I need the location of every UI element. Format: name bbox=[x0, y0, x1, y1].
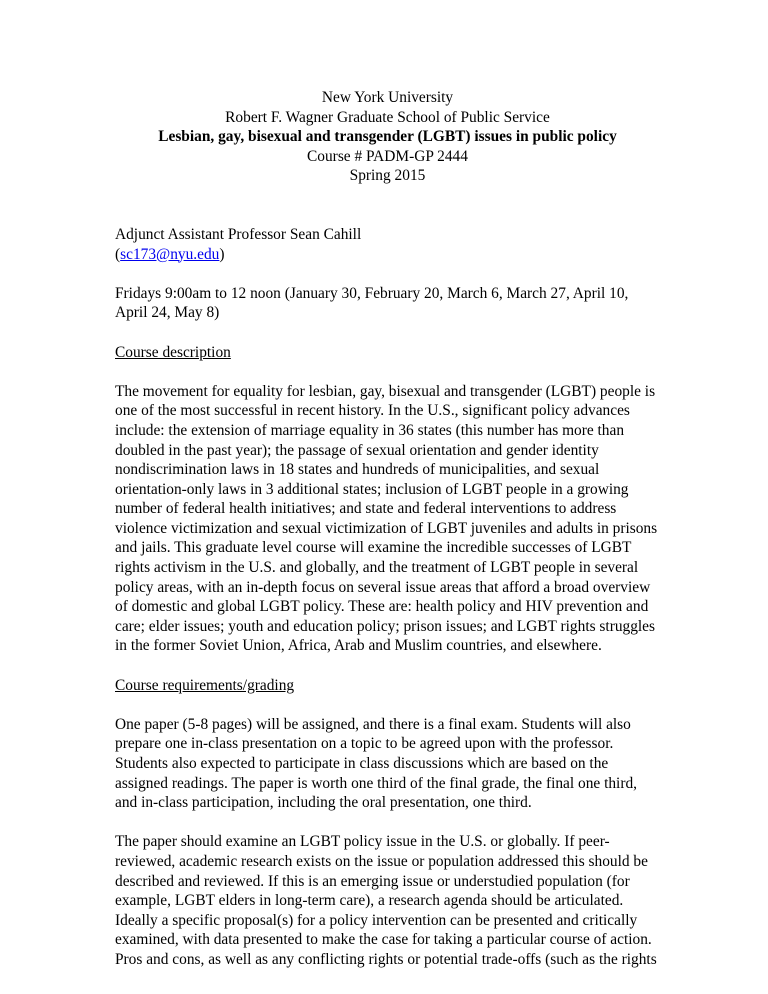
university-name: New York University bbox=[321, 89, 454, 106]
course-description-body: The movement for equality for lesbian, gay, bisexual and transgender (LGBT) people is one of the most successful in recent history. In the U.S., significant policy advances include: the extension of marriage equality in 36 states (this number has more than doubled in the past year); the passage of sexual orientation and gender identity nondiscrimination laws in 18 states and hundreds of municipalities, and sexual orientation-only laws in 3 additional states; inclusion of LGBT people in a growing number of federal health initiatives; and state and federal interventions to address violence victimization and sexual victimization of LGBT juveniles and adults in prisons and jails. This graduate level course will examine the incredible successes of LGBT rights activism in the U.S. and globally, and the treatment of LGBT people in several policy areas, with an in-depth focus on several issue areas that afford a broad overview of domestic and global LGBT policy. These are: health policy and HIV prevention and care; elder issues; youth and education policy; prison issues; and LGBT rights struggles in the former Soviet Union, Africa, Arab and Muslim countries, and elsewhere. bbox=[115, 382, 658, 655]
open-paren: ( bbox=[115, 245, 121, 263]
instructor-email-link[interactable]: sc173@nyu.edu bbox=[120, 245, 220, 263]
document-page bbox=[115, 88, 660, 970]
class-schedule: Fridays 9:00am to 12 noon (January 30, February 20, March 6, March 27, April 10, April 24, May 8) bbox=[115, 284, 629, 322]
course-description-heading: Course description bbox=[115, 343, 231, 361]
course-number: Course # PADM-GP 2444 bbox=[307, 147, 468, 165]
instructor-email-line bbox=[115, 245, 660, 265]
course-term: Spring 2015 bbox=[349, 167, 426, 185]
school-name: Robert F. Wagner Graduate School of Public Service bbox=[225, 108, 550, 126]
course-title: Lesbian, gay, bisexual and transgender (LGBT) issues in public policy bbox=[158, 128, 617, 146]
requirements-paragraph-1: One paper (5-8 pages) will be assigned, and there is a final exam. Students will also prepare one in-class presentation on a topic to be agreed upon with the professor. Students also expected to participate in class discussions which are based on the assigned readings. The paper is worth one third of the final grade, the final one third, and in-class participation, including the oral presentation, one third. bbox=[115, 715, 637, 812]
instructor-name: Adjunct Assistant Professor Sean Cahill bbox=[115, 225, 362, 243]
course-requirements-heading: Course requirements/grading bbox=[115, 676, 295, 694]
instructor-block bbox=[115, 225, 660, 264]
requirements-paragraph-2: The paper should examine an LGBT policy issue in the U.S. or globally. If peer-reviewed, academic research exists on the issue or population addressed this should be described and reviewed. If this is an emerging issue or understudied population (for example, LGBT elders in long-term care), a research agenda should be articulated. Ideally a specific proposal(s) for a policy intervention can be presented and critically examined, with data presented to make the case for taking a particular course of action. Pros and cons, as well as any conflicting rights or potential trade-offs (such as the rights bbox=[115, 833, 657, 968]
document-header bbox=[115, 88, 660, 186]
close-paren: ) bbox=[219, 245, 225, 263]
